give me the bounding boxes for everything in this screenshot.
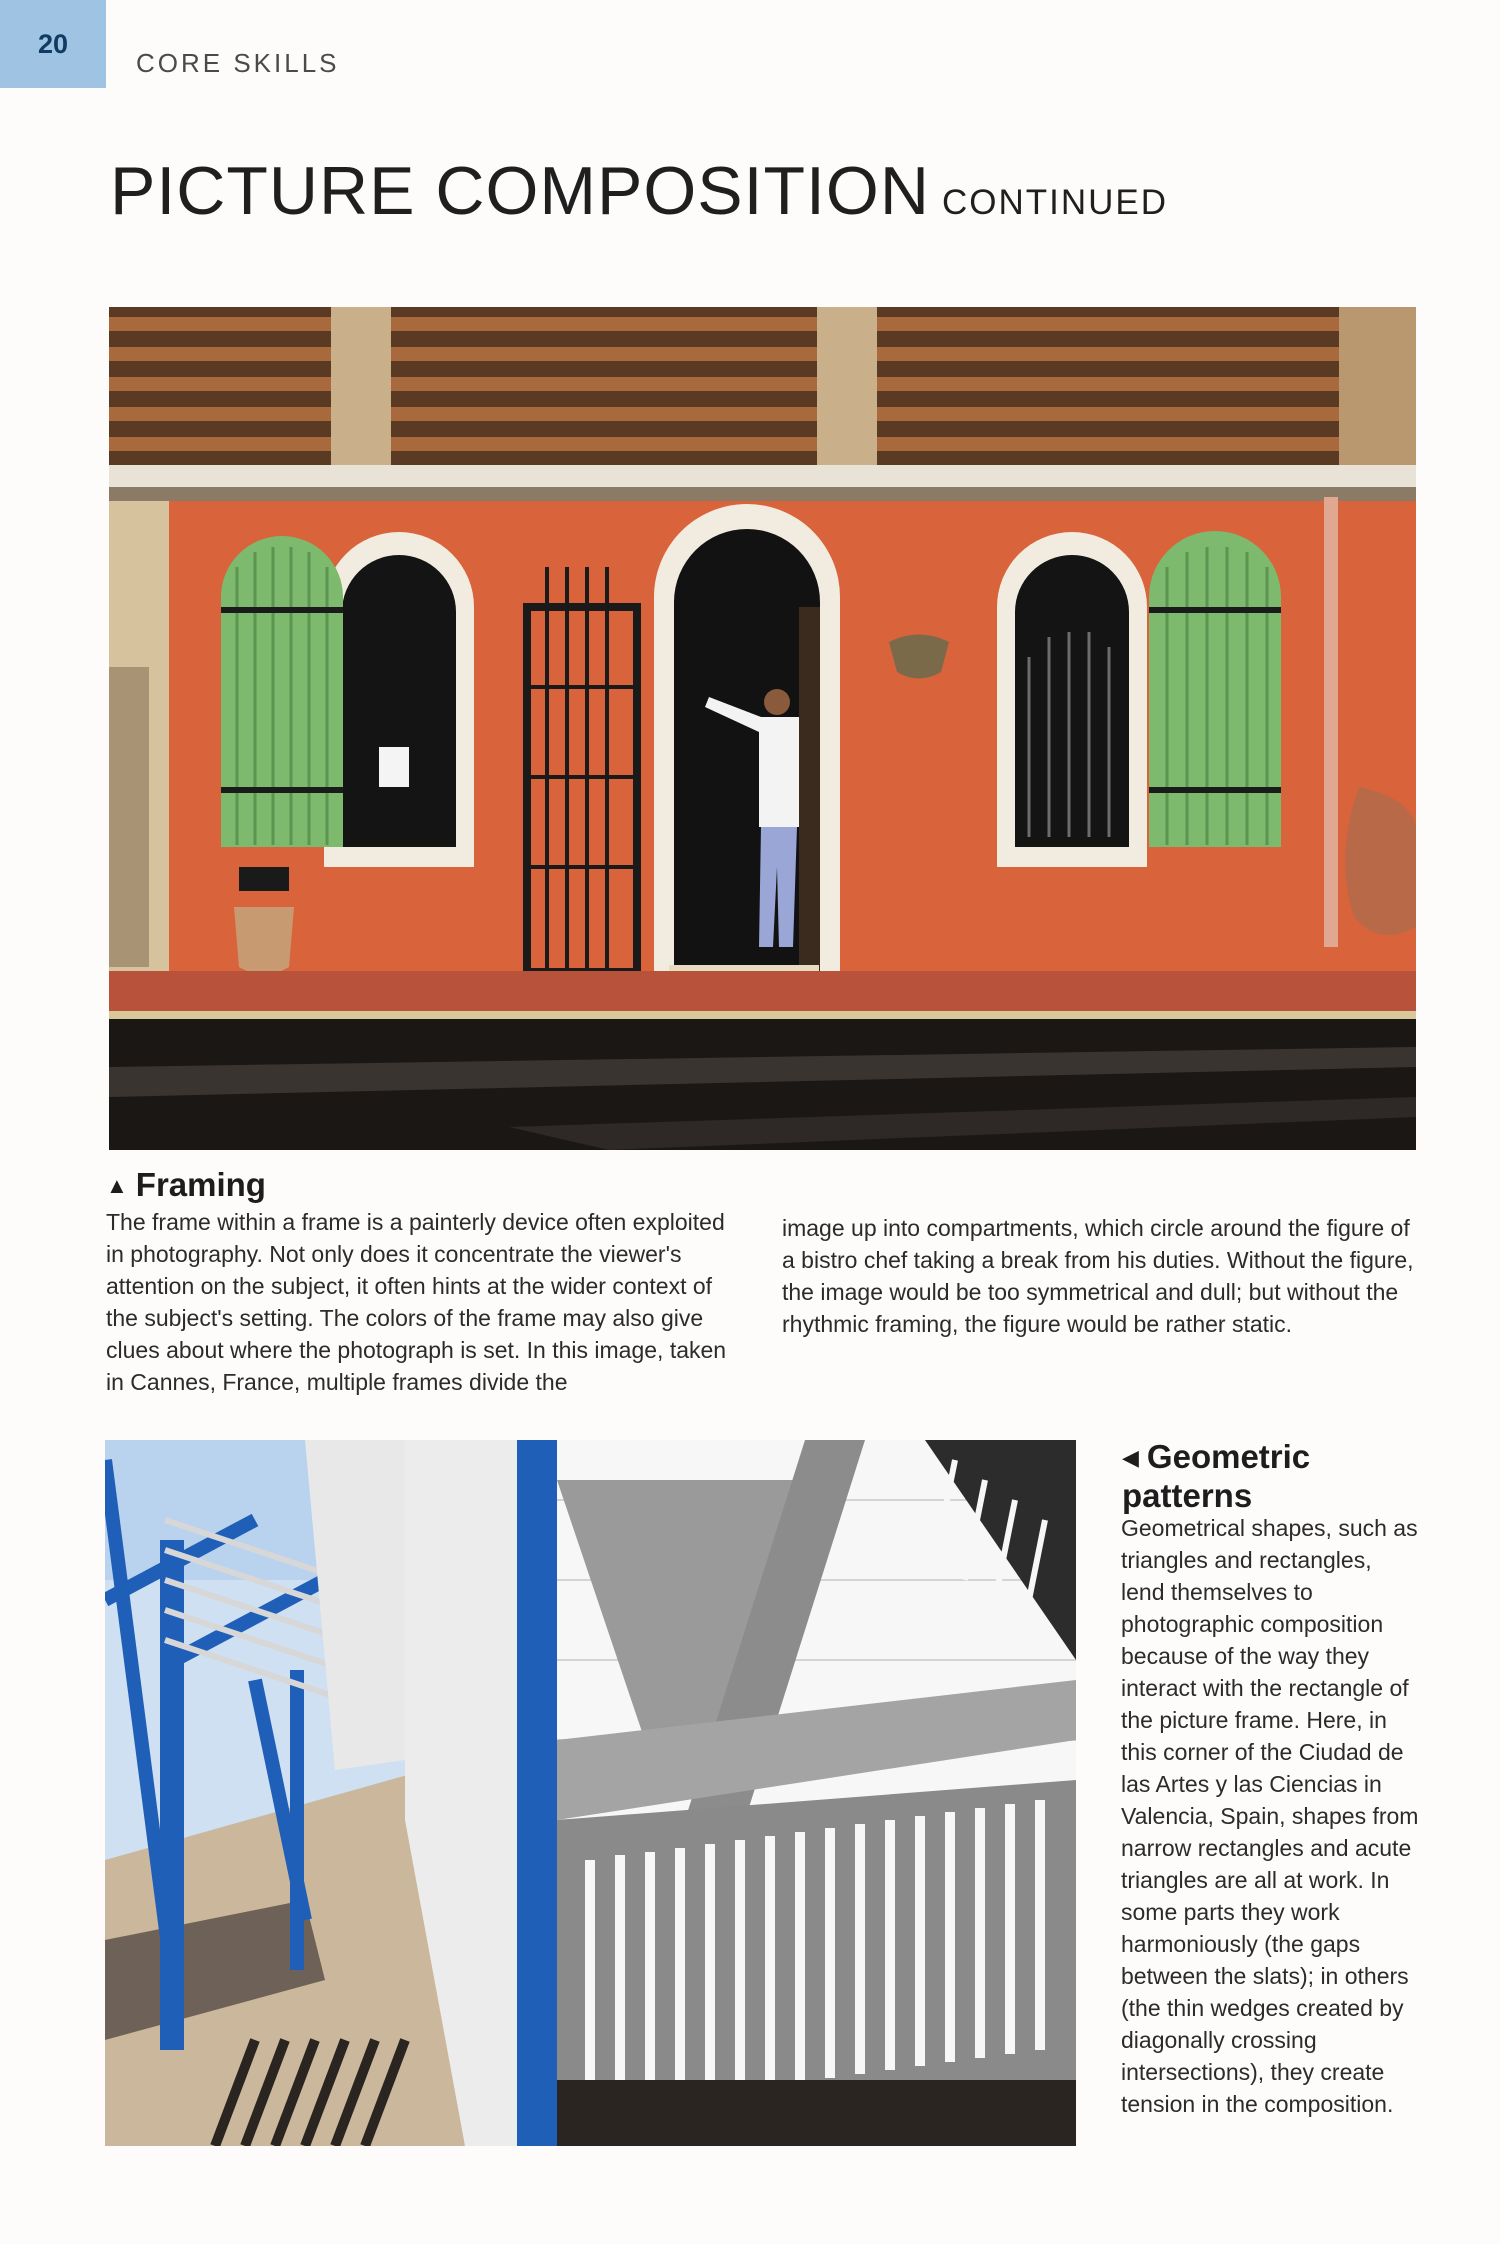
framing-text-col1: The frame within a frame is a painterly device often exploited in photography. Not only does it concentrate the viewer's attention on the subject, it often hints at the wider context of the subject's setting. The colors of the frame may also give clues about where the photograph is set. In this image, taken in Cannes, France, multiple frames divide the [106, 1209, 727, 1395]
triangle-left-icon: ◀ [1122, 1445, 1139, 1470]
title-suffix: CONTINUED [941, 183, 1168, 222]
geometric-photo [105, 1440, 1076, 2146]
framing-heading [106, 1166, 266, 1205]
framing-heading-text: Framing [135, 1166, 266, 1203]
geometric-heading-text: Geometric patterns [1122, 1438, 1311, 1514]
geometric-heading [1122, 1438, 1422, 1515]
framing-text-col2: image up into compartments, which circle around the figure of a bistro chef taking a break from his duties. Without the figure, the image would be too symmetrical and dull; but without the rhythmic framing, the figure would be rather static. [782, 1215, 1414, 1337]
triangle-up-icon: ▲ [106, 1173, 128, 1198]
title-main: PICTURE COMPOSITION [110, 153, 930, 229]
geometric-text: Geometrical shapes, such as triangles and rectangles, lend themselves to photographic composition because of the way they interact with the rectangle of the picture frame. Here, in this corner of the Ciudad de las Artes y las Ciencias in Valencia, Spain, shapes from narrow rectangles and acute triangles are all at work. In some parts they work harmoniously (the gaps between the slats); in others (the thin wedges created by diagonally crossing intersections), they create tension in the composition. [1121, 1515, 1419, 2117]
framing-photo [109, 307, 1416, 1150]
section-label: CORE SKILLS [136, 48, 340, 78]
page-number: 20 [37, 28, 69, 59]
page-title [110, 152, 1168, 230]
page-number-tab [0, 0, 106, 88]
